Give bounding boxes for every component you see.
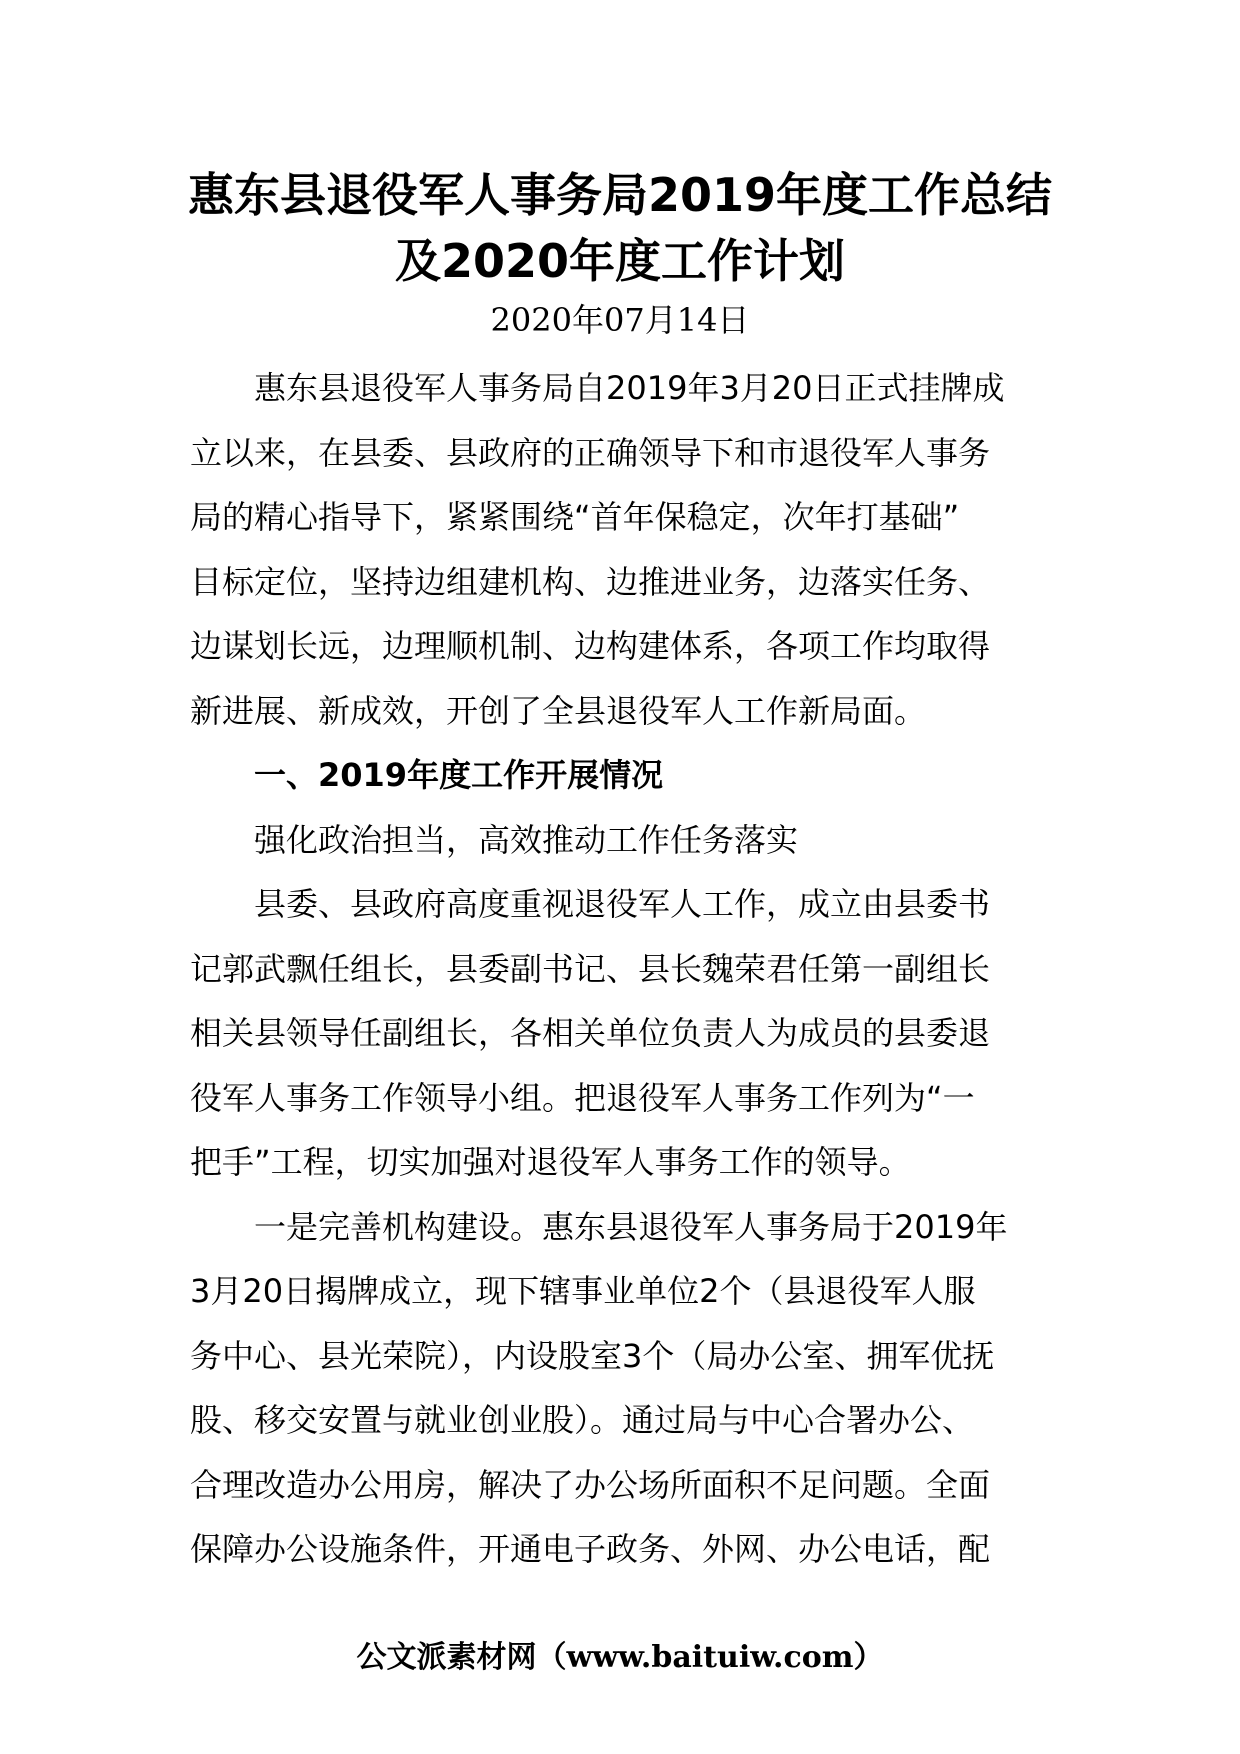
paragraph-line: 目标定位，坚持边组建机构、边推进业务，边落实任务、 (190, 562, 991, 601)
paragraph-line: 立以来，在县委、县政府的正确领导下和市退役军人事务 (190, 433, 991, 472)
paragraph-line: 相关县领导任副组长，各相关单位负责人为成员的县委退 (190, 1014, 991, 1052)
paragraph-line: 3月20日揭牌成立，现下辖事业单位2个（县退役军人服 (190, 1272, 976, 1310)
paragraph-line: 新进展、新成效，开创了全县退役军人工作新局面。 (190, 691, 927, 730)
paragraph-line: 惠东县退役军人事务局自2019年3月20日正式挂牌成 (254, 369, 1005, 407)
paragraph-line: 边谋划长远，边理顺机制、边构建体系，各项工作均取得 (190, 627, 991, 665)
paragraph-line: 局的精心指导下，紧紧围绕“首年保稳定，次年打基础” (190, 498, 960, 536)
paragraph-line: 保障办公设施条件，开通电子政务、外网、办公电话，配 (190, 1530, 991, 1568)
paragraph-line: 记郭武飘任组长，县委副书记、县长魏荣君任第一副组长 (190, 949, 991, 988)
section-heading: 一、2019年度工作开展情况 (254, 756, 664, 794)
document-title (150, 162, 1090, 294)
paragraph-line: 役军人事务工作领导小组。把退役军人事务工作列为“一 (190, 1078, 975, 1117)
paragraph-line: 合理改造办公用房，解决了办公场所面积不足问题。全面 (190, 1465, 991, 1504)
document-date: 2020年07月14日 (490, 301, 750, 339)
paragraph-line: 一是完善机构建设。惠东县退役军人事务局于2019年 (254, 1207, 1008, 1246)
footer-watermark: 公文派素材网（www.baituiw.com） (356, 1640, 884, 1675)
paragraph-line: 股、移交安置与就业创业股）。通过局与中心合署办公、 (190, 1401, 975, 1439)
paragraph-line: 县委、县政府高度重视退役军人工作，成立由县委书 (254, 885, 991, 923)
title-line-2: 及2020年度工作计划 (394, 234, 846, 288)
title-line-1: 惠东县退役军人事务局2019年度工作总结 (187, 168, 1053, 222)
paragraph-line: 强化政治担当，高效推动工作任务落实 (254, 820, 799, 859)
document-body (190, 356, 1060, 1582)
paragraph-line: 把手”工程，切实加强对退役军人事务工作的领导。 (190, 1143, 911, 1181)
paragraph-line: 务中心、县光荣院），内设股室3个（局办公室、拥军优抚 (190, 1336, 995, 1375)
